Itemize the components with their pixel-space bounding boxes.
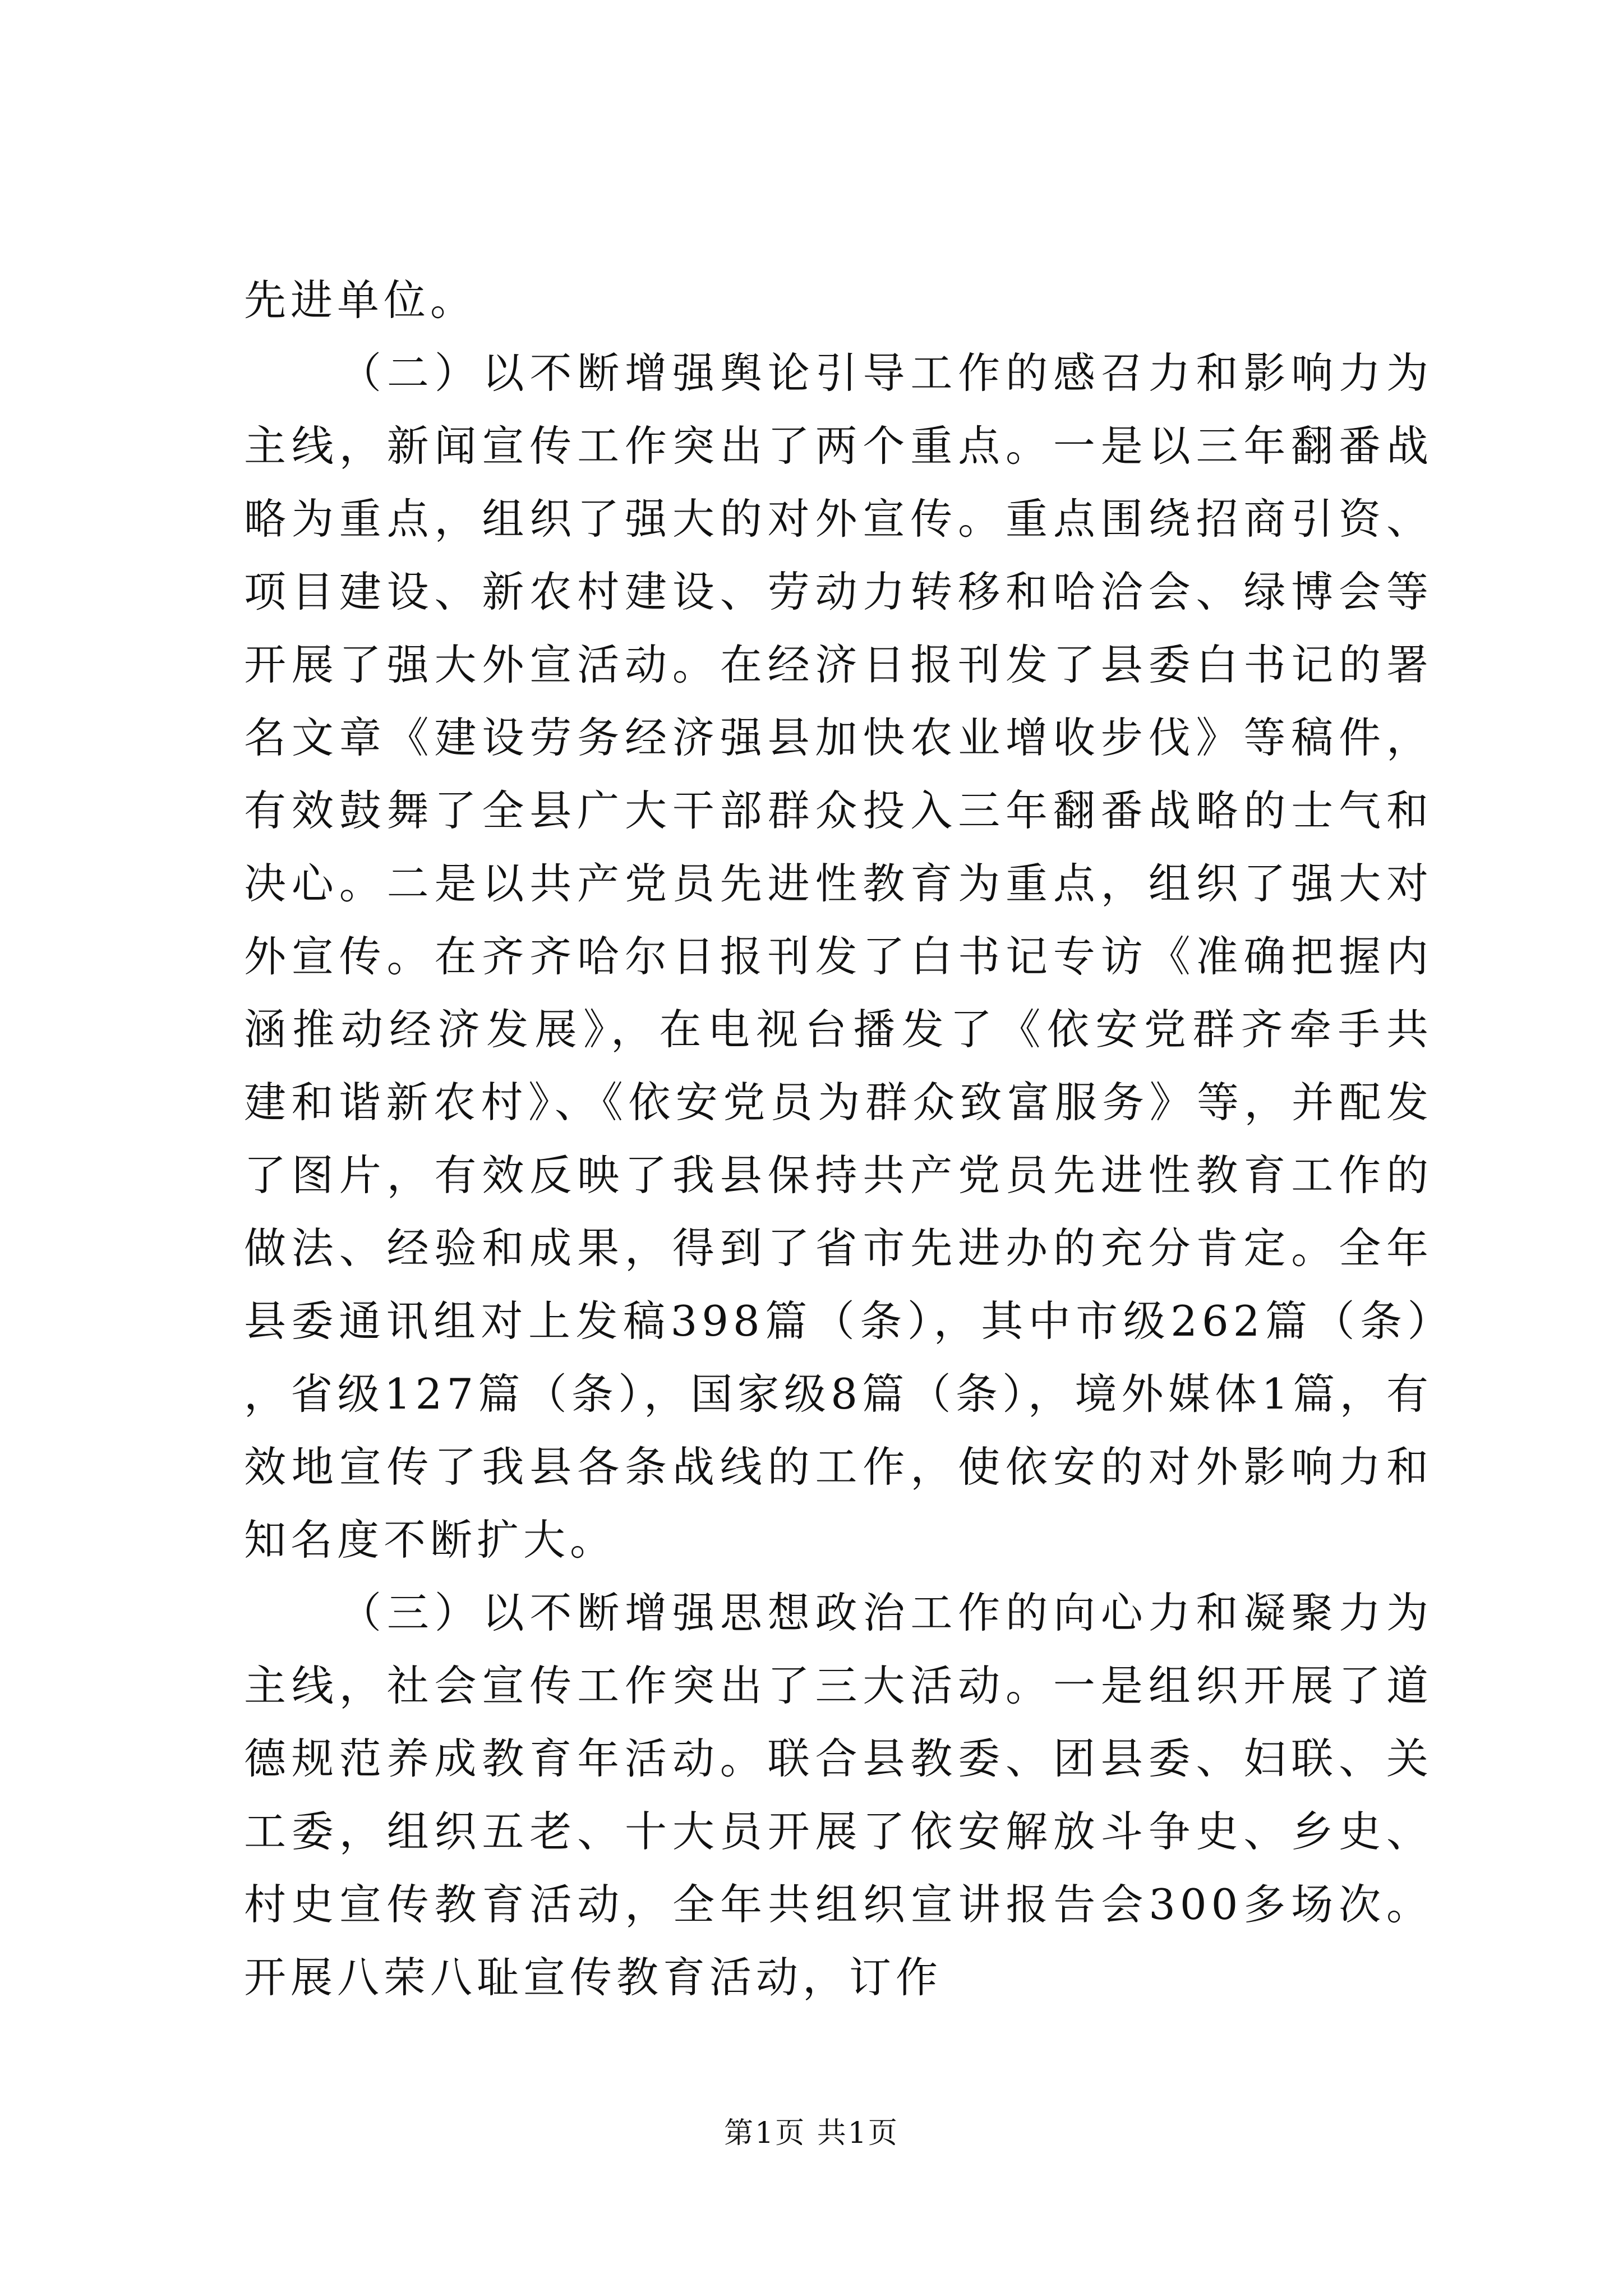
paragraph-social-publicity: （三）以不断增强思想政治工作的向心力和凝聚力为主线，社会宣传工作突出了三大活动。一是组织开展了道德规范养成教育年活动。联合县教委、团县委、妇联、关工委，组织五老、十大员开展了依安解放斗争史、乡史、村史宣传教育活动，全年共组织宣讲报告会300多场次。开展八荣八耻宣传教育活动，订作 — [244, 1588, 1433, 2002]
paragraph-news-publicity: （二）以不断增强舆论引导工作的感召力和影响力为主线，新闻宣传工作突出了两个重点。一是以三年翻番战略为重点，组织了强大的对外宣传。重点围绕招商引资、项目建设、新农村建设、劳动力转移和哈洽会、绿博会等开展了强大外宣活动。在经济日报刊发了县委白书记的署名文章《建设劳务经济强县加快农业增收步伐》等稿件，有效鼓舞了全县广大干部群众投入三年翻番战略的士气和决心。二是以共产党员先进性教育为重点，组织了强大对外宣传。在齐齐哈尔日报刊发了白书记专访《准确把握内涵推动经济发展》，在电视台播发了《依安党群齐牵手共建和谐新农村》、《依安党员为群众致富服务》等，并配发了图片，有效反映了我县保持共产党员先进性教育工作的做法、经验和成果，得到了省市先进办的充分肯定。全年县委通讯组对上发稿398篇（条），其中市级262篇（条），省级127篇（条），国家级8篇（条），境外媒体1篇，有效地宣传了我县各条战线的工作，使依安的对外影响力和知名度不断扩大。 — [244, 348, 1433, 1565]
document-body — [244, 264, 1433, 2014]
paragraph-continuation: 先进单位。 — [244, 275, 477, 325]
page-number-footer: 第1页 共1页 — [724, 2116, 899, 2150]
